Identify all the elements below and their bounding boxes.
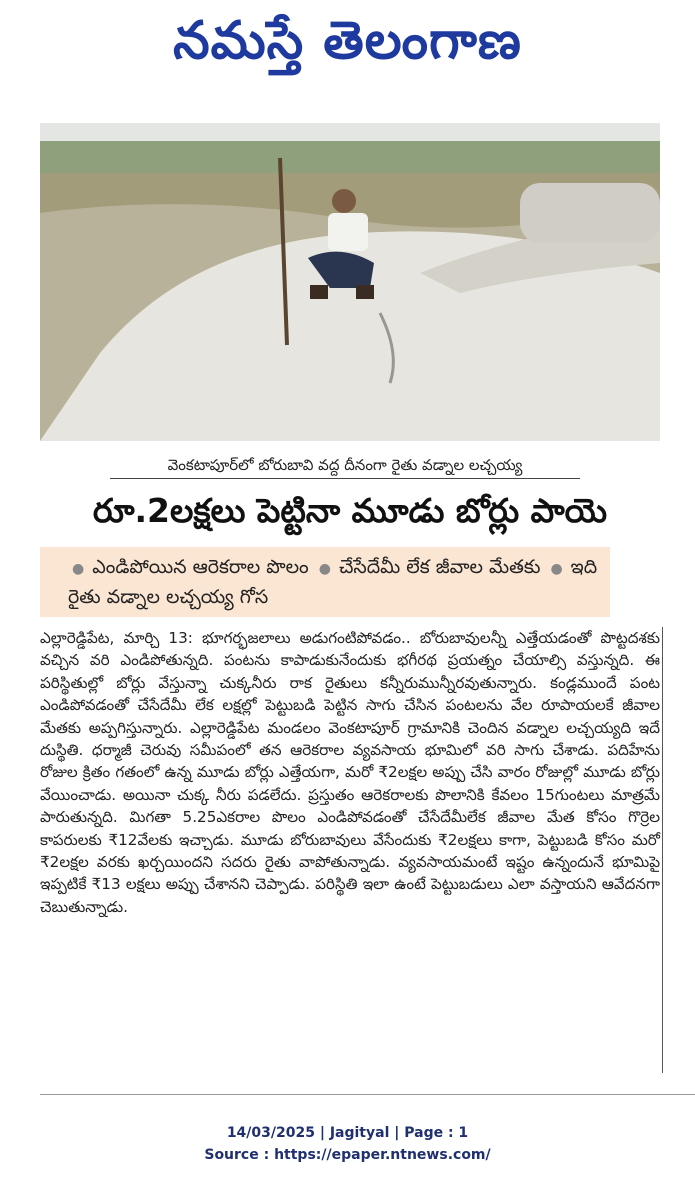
masthead-logo: నమస్తే తెలంగాణ bbox=[173, 11, 522, 71]
photo-illustration bbox=[40, 123, 660, 441]
subhead-item: ఇది రైతు వడ్నాల లచ్చయ్య గోస bbox=[68, 556, 598, 608]
subhead-item: ఎండిపోయిన ఆరెకరాల పొలం bbox=[92, 556, 309, 578]
subhead-item: చేసేదేమీ లేక జీవాల మేతకు bbox=[338, 556, 541, 578]
news-photo bbox=[40, 123, 660, 441]
bullet-icon: ● bbox=[318, 561, 331, 577]
footer-source: Source : https://epaper.ntnews.com/ bbox=[204, 1147, 491, 1163]
article-subhead bbox=[40, 547, 610, 617]
footer-date-edition: 14/03/2025 | Jagityal | Page : 1 bbox=[226, 1125, 469, 1141]
article-body: ఎల్లారెడ్డిపేట, మార్చి 13: భూగర్భజలాలు అడుగంటిపోవడం.. బోరుబావులన్నీ ఎత్తేయడంతో పొట్టదశకు వచ్చిన వరి ఎండిపోతున్నది. పంటను కాపాడుకునేందుకు భగీరథ ప్రయత్నం చేయాల్సి వస్తున్నది. ఈ పరిస్థితుల్లో బోర్లు వేస్తున్నా చుక్కనీరు రాక రైతులు కన్నీరుమున్నీరవుతున్నారు. కండ్లముందే పంట ఎండిపోవడంతో చేసేదేమీ లేక లక్షల్లో పెట్టుబడి పెట్టిన సాగు చేసిన పంటలను వేల రూపాయలకే జీవాల మేతకు అప్పగిస్తున్నారు. ఎల్లారెడ్డిపేట మండలం వెంకటాపూర్ గ్రామానికి చెందిన వడ్నాల లచ్చయ్యది ఇదే దుస్థితి. ధర్మాజీ చెరువు సమీపంలో తన ఆరెకరాల వ్యవసాయ భూమిలో వరి సాగు చేశాడు. పదిహేను రోజుల క్రితం గతంలో ఉన్న మూడు బోర్లు ఎత్తేయగా, మరో ₹2లక్షల అప్పు చేసి వారం రోజుల్లో మూడు బోర్లు వేయించాడు. అయినా చుక్క నీరు పడలేదు. ప్రస్తుతం ఆరెకరాలకు పొలానికి కేవలం 15గుంటలు మాత్రమే పారుతున్నది. మిగతా 5.25ఎకరాల పొలం ఎండిపోవడంతో చేసేదేమీలేక జీవాల మేత కోసం గొర్రెల కాపరులకు ₹12వేలకు ఇచ్చాడు. మూడు బోరుబావులు వేసేందుకు ₹2లక్షలు కాగా, పెట్టుబడి కోసం మరో ₹2లక్షల వరకు ఖర్చయిందని సదరు రైతు వాపోతున్నాడు. వ్యవసాయమంటే ఇష్టం ఉన్నందునే భూమిపై ఇప్పటికే ₹13 లక్షలు అప్పు చేశానని చెప్పాడు. పరిస్థితి ఇలా ఉంటే పెట్టుబడులు ఎలా వస్తాయని ఆవేదనగా చెబుతున్నాడు. bbox=[40, 629, 660, 916]
page-footer bbox=[0, 1122, 695, 1166]
bullet-icon: ● bbox=[550, 561, 563, 577]
column-divider bbox=[662, 627, 663, 1073]
article-headline: రూ.2లక్షలు పెట్టినా మూడు బోర్లు పాయె bbox=[92, 491, 608, 530]
footer-divider bbox=[40, 1094, 695, 1095]
photo-caption: వెంకటాపూర్‌లో బోరుబావి వద్ద దీనంగా రైతు వడ్నాల లచ్చయ్య bbox=[110, 452, 580, 479]
bullet-icon: ● bbox=[72, 561, 85, 577]
